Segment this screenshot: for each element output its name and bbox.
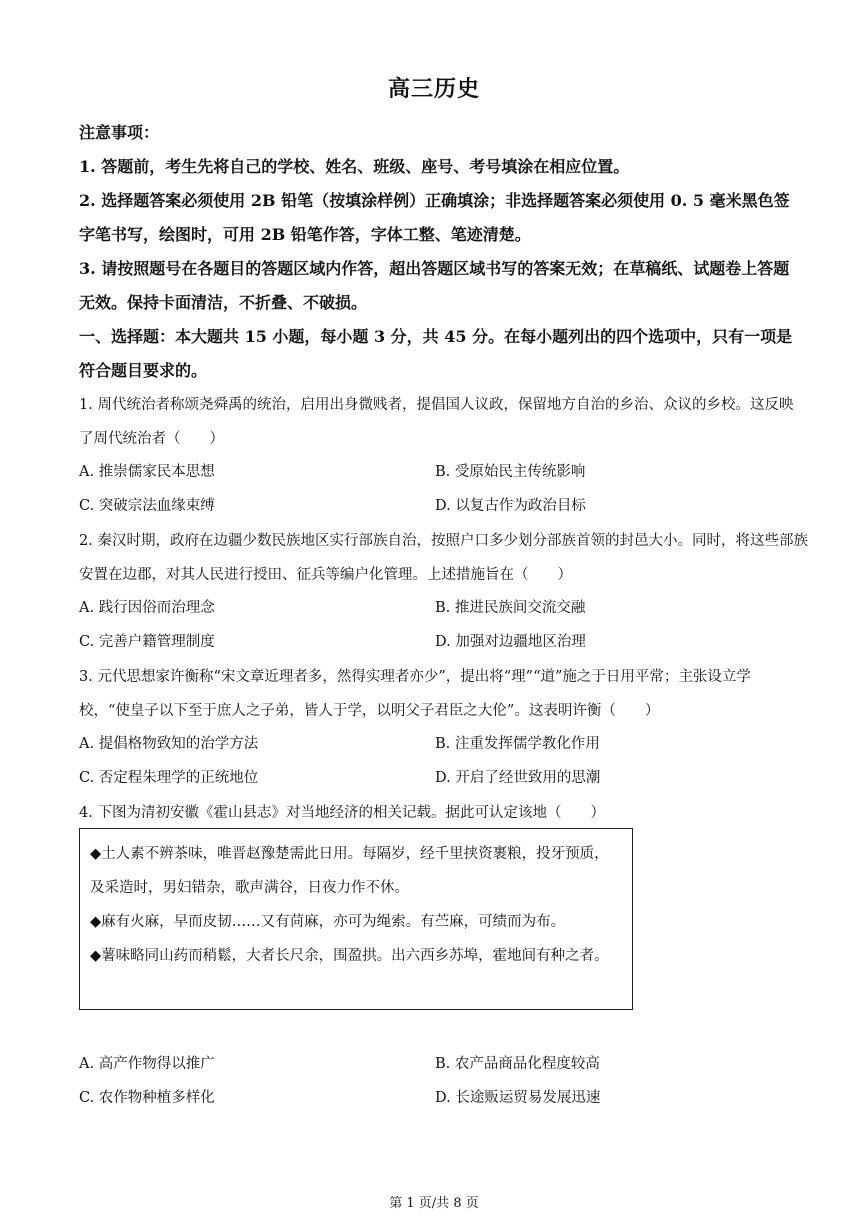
question-3-option-a[interactable]: A. 提倡格物致知的治学方法 — [79, 736, 259, 752]
page-title: 高三历史 — [387, 76, 480, 102]
question-3-option-c[interactable]: C. 否定程朱理学的正统地位 — [79, 770, 259, 786]
question-4-option-c[interactable]: C. 农作物种植多样化 — [79, 1090, 215, 1106]
source-excerpt-tea: ◆土人素不辨茶味，唯晋赵豫楚需此日用。每隔岁，经千里挟资裹粮，投牙预质，及采造时，男妇错杂，歌声满谷，日夜力作不休。 — [90, 846, 609, 896]
question-1-option-a[interactable]: A. 推崇儒家民本思想 — [79, 464, 215, 480]
question-4-source-box — [79, 828, 633, 1010]
notice-item-1: 1. 答题前，考生先将自己的学校、姓名、班级、座号、考号填涂在相应位置。 — [79, 157, 630, 176]
question-4-option-a[interactable]: A. 高产作物得以推广 — [79, 1056, 215, 1072]
source-excerpt-hemp: ◆麻有火麻，早而皮韧……又有苘麻，亦可为绳索。有苎麻，可绩而为布。 — [90, 914, 566, 930]
notice-item-2: 2. 选择题答案必须使用 2B 铅笔（按填涂样例）正确填涂；非选择题答案必须使用 0. 5 毫米黑色签字笔书写，绘图时，可用 2B 铅笔作答，字体工整、笔迹清楚。 — [79, 191, 790, 244]
question-2-option-d[interactable]: D. 加强对边疆地区治理 — [435, 634, 586, 650]
page-footer: 第 1 页/共 8 页 — [389, 1196, 479, 1211]
question-1-stem: 1. 周代统治者称颂尧舜禹的统治，启用出身微贱者，提倡国人议政，保留地方自治的乡治、众议的乡校。这反映了周代统治者（ ） — [79, 397, 794, 447]
question-2-option-b[interactable]: B. 推进民族间交流交融 — [435, 600, 586, 616]
notice-heading: 注意事项： — [79, 123, 160, 142]
question-4-stem: 4. 下图为清初安徽《霍山县志》对当地经济的相关记载。据此可认定该地（ ） — [79, 805, 605, 821]
question-3-option-b[interactable]: B. 注重发挥儒学教化作用 — [435, 736, 600, 752]
question-3-stem: 3. 元代思想家许衡称“宋文章近理者多，然得实理者亦少”，提出将“理”“道”施之于日用平常；主张设立学校，“使皇子以下至于庶人之子弟，皆人于学，以明父子君臣之大伦”。这表明许衡（ ） — [79, 669, 751, 719]
source-excerpt-yam: ◆薯味略同山药而稍鬆，大者长尺余，围盈拱。出六西乡苏埠，霍地间有种之者。 — [90, 948, 609, 964]
question-2-option-a[interactable]: A. 践行因俗而治理念 — [79, 600, 215, 616]
question-1-option-c[interactable]: C. 突破宗法血缘束缚 — [79, 498, 215, 514]
question-2-stem: 2. 秦汉时期，政府在边疆少数民族地区实行部族自治，按照户口多少划分部族首领的封邑大小。同时，将这些部族安置在边郡，对其人民进行授田、征兵等编户化管理。上述措施旨在（ ） — [79, 533, 808, 583]
question-1-option-b[interactable]: B. 受原始民主传统影响 — [435, 464, 586, 480]
notice-item-3: 3. 请按照题号在各题目的答题区域内作答，超出答题区域书写的答案无效；在草稿纸、试题卷上答题无效。保持卡面清洁，不折叠、不破损。 — [79, 259, 790, 312]
question-2-option-c[interactable]: C. 完善户籍管理制度 — [79, 634, 215, 650]
section-heading: 一、选择题：本大题共 15 小题，每小题 3 分，共 45 分。在每小题列出的四个选项中，只有一项是符合题目要求的。 — [79, 327, 793, 380]
question-1-option-d[interactable]: D. 以复古作为政治目标 — [435, 498, 586, 514]
question-4-option-b[interactable]: B. 农产品商品化程度较高 — [435, 1056, 600, 1072]
question-3-option-d[interactable]: D. 开启了经世致用的思潮 — [435, 770, 601, 786]
question-4-option-d[interactable]: D. 长途贩运贸易发展迅速 — [435, 1090, 601, 1106]
